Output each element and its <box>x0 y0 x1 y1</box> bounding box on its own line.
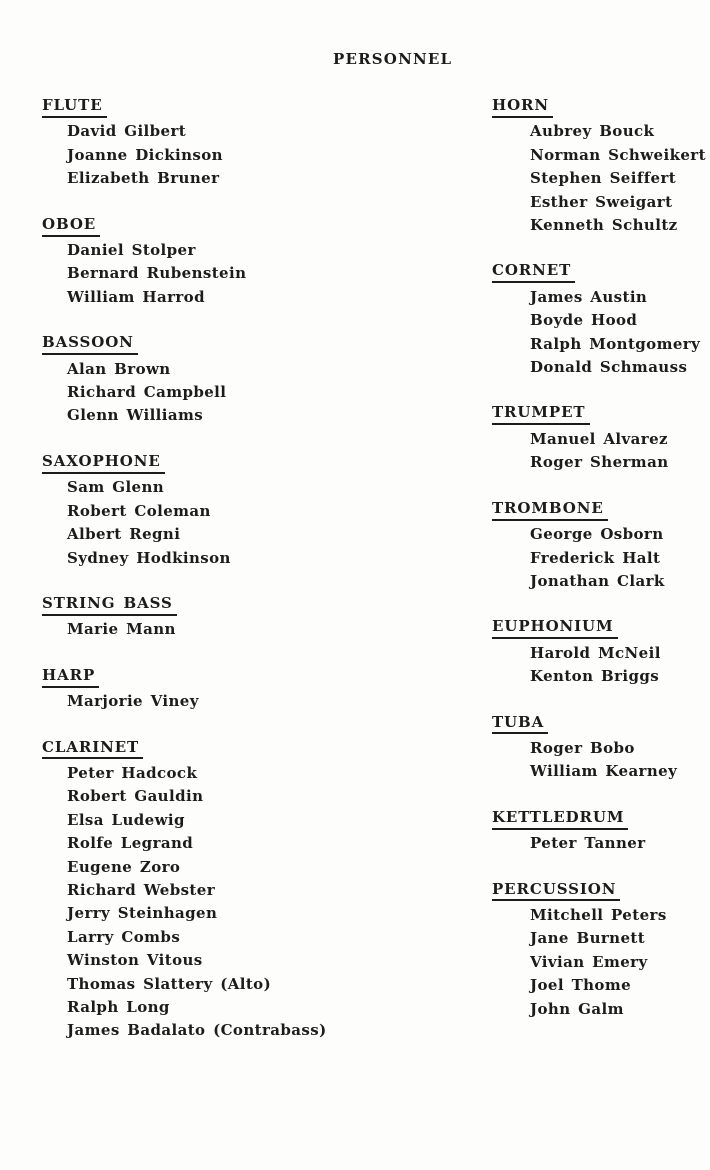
instrument-heading: CLARINET <box>42 737 143 760</box>
member-name: Marie Mann <box>67 620 176 639</box>
instrument-heading: TROMBONE <box>492 498 608 521</box>
member-name: Elsa Ludewig <box>67 810 185 829</box>
member-name: James Austin <box>530 287 648 306</box>
member-name: Roger Bobo <box>530 738 635 757</box>
instrument-heading-row <box>42 450 382 476</box>
member-name: Robert Gauldin <box>67 787 204 806</box>
member-name: Bernard Rubenstein <box>67 264 247 283</box>
instrument-heading: TRUMPET <box>492 402 590 425</box>
member-name: William Harrod <box>67 287 205 306</box>
member-name: Thomas Slattery (Alto) <box>67 974 272 993</box>
member-name: Manuel Alvarez <box>530 429 668 448</box>
member-name: Harold McNeil <box>530 643 661 662</box>
member-name: Joanne Dickinson <box>67 145 223 164</box>
instrument-section <box>42 736 382 1043</box>
member-name: Vivian Emery <box>530 952 648 971</box>
member-name: Donald Schmauss <box>530 358 688 377</box>
instrument-heading-row <box>492 711 710 737</box>
instrument-section <box>42 592 382 642</box>
instrument-section <box>42 94 382 191</box>
instrument-section <box>492 497 710 594</box>
instrument-section <box>42 331 382 428</box>
member-name: Eugene Zoro <box>67 857 181 876</box>
instrument-section <box>492 401 710 474</box>
member-name: Peter Tanner <box>530 834 646 853</box>
instrument-heading-row <box>42 592 382 618</box>
instrument-heading-row <box>492 615 710 641</box>
instrument-heading: SAXOPHONE <box>42 451 165 474</box>
instrument-section <box>42 664 382 714</box>
instrument-section <box>492 259 710 379</box>
instrument-heading: BASSOON <box>42 332 138 355</box>
instrument-heading-row <box>42 664 382 690</box>
member-name: Jerry Steinhagen <box>67 904 218 923</box>
member-name: Daniel Stolper <box>67 241 196 260</box>
page-title: PERSONNEL <box>333 50 453 68</box>
member-name: Sam Glenn <box>67 478 165 497</box>
member-name: David Gilbert <box>67 122 187 141</box>
member-name: Richard Webster <box>67 880 216 899</box>
instrument-heading-row <box>42 94 382 120</box>
instrument-section <box>492 615 710 688</box>
member-name: Peter Hadcock <box>67 763 198 782</box>
instrument-heading-row <box>492 94 710 120</box>
instrument-heading: HORN <box>492 95 553 118</box>
instrument-heading-row <box>492 401 710 427</box>
member-name: Frederick Halt <box>530 548 661 567</box>
member-name: Sydney Hodkinson <box>67 548 231 567</box>
instrument-heading: CORNET <box>492 260 575 283</box>
member-name: Alan Brown <box>67 359 171 378</box>
instrument-section <box>42 450 382 570</box>
member-name: Jonathan Clark <box>530 571 665 590</box>
member-name: Roger Sherman <box>530 453 669 472</box>
instrument-section <box>492 94 710 237</box>
member-name: Ralph Montgomery <box>530 334 701 353</box>
instrument-heading-row <box>492 878 710 904</box>
member-name: Mitchell Peters <box>530 905 667 924</box>
member-name: Joel Thome <box>530 976 632 995</box>
member-name: James Badalato (Contrabass) <box>67 1021 327 1040</box>
instrument-heading-row <box>42 213 382 239</box>
member-name: Richard Campbell <box>67 383 227 402</box>
instrument-heading: EUPHONIUM <box>492 616 618 639</box>
member-name: Kenton Briggs <box>530 667 660 686</box>
member-name: John Galm <box>530 999 624 1018</box>
left-column <box>42 94 382 1043</box>
instrument-heading-row <box>492 259 710 285</box>
member-name: Kenneth Schultz <box>530 216 678 235</box>
instrument-heading-row <box>42 736 382 762</box>
member-name: Ralph Long <box>67 998 170 1016</box>
member-name: Robert Coleman <box>67 501 211 520</box>
member-name: Boyde Hood <box>530 311 638 330</box>
member-name: Esther Sweigart <box>530 192 673 211</box>
member-name: Larry Combs <box>67 927 181 946</box>
member-name: Albert Regni <box>67 525 181 544</box>
instrument-heading: OBOE <box>42 214 100 237</box>
instrument-heading: KETTLEDRUM <box>492 807 628 830</box>
instrument-heading-row <box>42 331 382 357</box>
instrument-heading-row <box>492 497 710 523</box>
instrument-section <box>492 711 710 784</box>
member-name: Aubrey Bouck <box>530 122 655 141</box>
instrument-heading: TUBA <box>492 712 548 735</box>
member-name: Marjorie Viney <box>67 692 199 711</box>
instrument-heading-row <box>492 806 710 832</box>
instrument-heading: FLUTE <box>42 95 107 118</box>
member-name: William Kearney <box>530 762 678 781</box>
instrument-section <box>42 213 382 310</box>
member-name: Norman Schweikert <box>530 145 706 164</box>
member-name: Stephen Seiffert <box>530 169 677 188</box>
member-name: Glenn Williams <box>67 406 204 425</box>
instrument-section <box>492 878 710 1021</box>
member-name: Elizabeth Bruner <box>67 169 220 188</box>
member-name: Rolfe Legrand <box>67 834 194 853</box>
member-name: Winston Vitous <box>67 951 203 970</box>
instrument-heading: STRING BASS <box>42 593 177 616</box>
instrument-heading: PERCUSSION <box>492 879 620 902</box>
member-name: George Osborn <box>530 525 664 544</box>
instrument-section <box>492 806 710 856</box>
instrument-heading: HARP <box>42 665 99 688</box>
member-name: Jane Burnett <box>530 929 646 948</box>
right-column <box>492 94 710 1021</box>
